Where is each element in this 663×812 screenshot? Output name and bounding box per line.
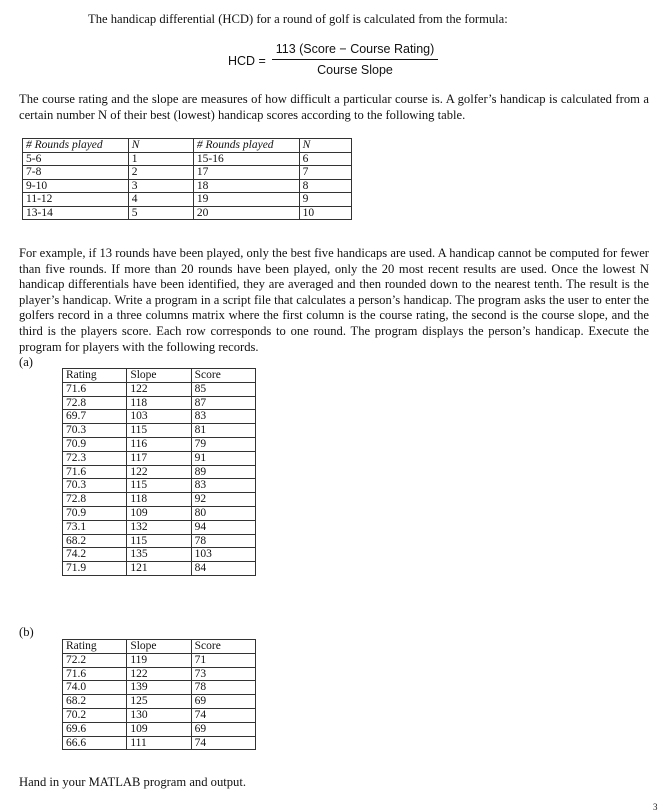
rounds-table-row-cell: 6 (299, 152, 351, 166)
part-b-header-rating: Rating (63, 640, 127, 654)
part-a-row-cell: 118 (127, 493, 191, 507)
part-a-header (63, 369, 256, 383)
part-a-row-cell: 115 (127, 534, 191, 548)
part-a-row (63, 479, 256, 493)
part-a-row-cell: 73.1 (63, 520, 127, 534)
part-a-row-cell: 115 (127, 479, 191, 493)
part-a-row (63, 410, 256, 424)
rounds-table-row-cell: 9 (299, 193, 351, 207)
rounds-table-row-cell: 7-8 (23, 166, 129, 180)
part-a-row (63, 465, 256, 479)
rounds-table-row-cell: 5 (128, 206, 193, 220)
part-a-row (63, 548, 256, 562)
rounds-table-row-cell: 7 (299, 166, 351, 180)
hand-in-text: Hand in your MATLAB program and output. (19, 775, 247, 789)
formula-denominator: Course Slope (317, 63, 393, 77)
formula-numerator: 113 (Score − Course Rating) (272, 42, 438, 60)
part-a-row-cell: 78 (191, 534, 255, 548)
part-b-row (63, 681, 256, 695)
part-a-row-cell: 72.8 (63, 493, 127, 507)
rounds-table-row-cell: 10 (299, 206, 351, 220)
part-a-row-cell: 69.7 (63, 410, 127, 424)
part-b-row (63, 736, 256, 750)
part-b-row-cell: 125 (127, 695, 191, 709)
part-b-row-cell: 71.6 (63, 667, 127, 681)
part-a-row-cell: 70.9 (63, 506, 127, 520)
part-b-row-cell: 69 (191, 695, 255, 709)
rounds-table-row-cell: 13-14 (23, 206, 129, 220)
part-b-row-cell: 74 (191, 708, 255, 722)
part-a-row (63, 562, 256, 576)
rounds-table-row (23, 193, 352, 207)
part-b-row (63, 653, 256, 667)
part-a-row-cell: 103 (127, 410, 191, 424)
example-paragraph: For example, if 13 rounds have been played, only the best five handicaps are used. A handicap cannot be computed for fewer than five rounds. If more than 20 rounds have been played, only the 20 most recent results are used. Once the lowest N handicap differentials have been identified, they are averaged and then rounded down to the nearest tenth. The result is the player’s handicap. Write a program in a script file that calculates a person’s handicap. The program asks the user to enter the golfers record in a three columns matrix where the first column is the course rating, the second is the course slope, and the third is the players score. Each row corresponds to one round. The program displays the person’s handicap. Execute the program for players with the following records. (19, 246, 649, 354)
part-a-row-cell: 70.3 (63, 424, 127, 438)
formula-fraction (272, 42, 438, 77)
part-a-row-cell: 116 (127, 437, 191, 451)
part-b-row (63, 667, 256, 681)
part-b-table (62, 639, 256, 750)
part-a-row-cell: 84 (191, 562, 255, 576)
part-a-row-cell: 122 (127, 465, 191, 479)
part-b-row-cell: 74 (191, 736, 255, 750)
part-b-row-cell: 139 (127, 681, 191, 695)
rounds-table-row-cell: 8 (299, 179, 351, 193)
part-b-row (63, 695, 256, 709)
part-a-row-cell: 92 (191, 493, 255, 507)
rounds-header-4: N (299, 139, 351, 153)
part-b-row-cell: 71 (191, 653, 255, 667)
part-a-row-cell: 68.2 (63, 534, 127, 548)
part-a-row-cell: 91 (191, 451, 255, 465)
part-b-row (63, 722, 256, 736)
part-a-row (63, 534, 256, 548)
part-a-row-cell: 70.9 (63, 437, 127, 451)
part-b-header-slope: Slope (127, 640, 191, 654)
rounds-table-row-cell: 20 (193, 206, 299, 220)
part-a-row-cell: 71.9 (63, 562, 127, 576)
part-a-header-rating: Rating (63, 369, 127, 383)
part-a-header-slope: Slope (127, 369, 191, 383)
part-a-row-cell: 72.8 (63, 396, 127, 410)
part-a-row (63, 451, 256, 465)
part-a-header-score: Score (191, 369, 255, 383)
part-a-row-cell: 74.2 (63, 548, 127, 562)
part-a-row-cell: 115 (127, 424, 191, 438)
rounds-table (22, 138, 352, 220)
part-a-row-cell: 118 (127, 396, 191, 410)
rounds-table-header (23, 139, 352, 153)
rounds-table-row (23, 179, 352, 193)
rounds-table-row-cell: 19 (193, 193, 299, 207)
part-a-row-cell: 72.3 (63, 451, 127, 465)
intro-text: The handicap differential (HCD) for a round of golf is calculated from the formula: (88, 12, 508, 26)
part-a-row (63, 382, 256, 396)
part-a-row-cell: 79 (191, 437, 255, 451)
part-a-row-cell: 70.3 (63, 479, 127, 493)
part-a-row-cell: 103 (191, 548, 255, 562)
rounds-table-row-cell: 3 (128, 179, 193, 193)
rounds-table-row (23, 152, 352, 166)
part-b-row-cell: 122 (127, 667, 191, 681)
part-b-row-cell: 74.0 (63, 681, 127, 695)
part-a-row-cell: 80 (191, 506, 255, 520)
rounds-table-row-cell: 4 (128, 193, 193, 207)
rounds-header-2: N (128, 139, 193, 153)
part-a-row (63, 520, 256, 534)
part-a-row-cell: 121 (127, 562, 191, 576)
part-b-row-cell: 130 (127, 708, 191, 722)
part-a-row-cell: 81 (191, 424, 255, 438)
part-b-row-cell: 69 (191, 722, 255, 736)
part-b-header-score: Score (191, 640, 255, 654)
part-a-row (63, 506, 256, 520)
part-a-row-cell: 109 (127, 506, 191, 520)
part-a-row-cell: 94 (191, 520, 255, 534)
part-b-row-cell: 68.2 (63, 695, 127, 709)
part-b-row-cell: 70.2 (63, 708, 127, 722)
rounds-table-row-cell: 1 (128, 152, 193, 166)
part-a-row (63, 424, 256, 438)
rounds-table-row-cell: 5-6 (23, 152, 129, 166)
formula-lhs: HCD = (228, 54, 266, 68)
rounds-header-3: # Rounds played (193, 139, 299, 153)
part-a-label: (a) (19, 355, 33, 369)
part-b-row-cell: 109 (127, 722, 191, 736)
part-a-row-cell: 85 (191, 382, 255, 396)
part-a-row-cell: 89 (191, 465, 255, 479)
part-a-table (62, 368, 256, 576)
rounds-table-row (23, 166, 352, 180)
part-a-row-cell: 83 (191, 479, 255, 493)
rounds-table-row-cell: 9-10 (23, 179, 129, 193)
part-a-row-cell: 132 (127, 520, 191, 534)
rounds-table-row-cell: 15-16 (193, 152, 299, 166)
part-a-row-cell: 83 (191, 410, 255, 424)
rounds-header-1: # Rounds played (23, 139, 129, 153)
part-a-row (63, 437, 256, 451)
rounds-table-row (23, 206, 352, 220)
part-b-row-cell: 72.2 (63, 653, 127, 667)
rounds-table-row-cell: 17 (193, 166, 299, 180)
rounds-table-row-cell: 11-12 (23, 193, 129, 207)
part-b-row-cell: 69.6 (63, 722, 127, 736)
rounds-table-row-cell: 2 (128, 166, 193, 180)
part-b-row-cell: 73 (191, 667, 255, 681)
description-paragraph: The course rating and the slope are measures of how difficult a particular course is. A golfer’s handicap is calculated from a certain number N of their best (lowest) handicap scores according to the following table. (19, 92, 649, 122)
part-b-header (63, 640, 256, 654)
part-b-row (63, 708, 256, 722)
part-b-row-cell: 111 (127, 736, 191, 750)
part-a-row-cell: 122 (127, 382, 191, 396)
part-a-row (63, 493, 256, 507)
part-a-row-cell: 117 (127, 451, 191, 465)
part-a-row (63, 396, 256, 410)
part-b-row-cell: 66.6 (63, 736, 127, 750)
part-b-row-cell: 78 (191, 681, 255, 695)
part-b-label: (b) (19, 625, 34, 639)
rounds-table-row-cell: 18 (193, 179, 299, 193)
part-b-row-cell: 119 (127, 653, 191, 667)
part-a-row-cell: 135 (127, 548, 191, 562)
part-a-row-cell: 71.6 (63, 465, 127, 479)
part-a-row-cell: 71.6 (63, 382, 127, 396)
page-number: 3 (653, 802, 658, 812)
part-a-row-cell: 87 (191, 396, 255, 410)
